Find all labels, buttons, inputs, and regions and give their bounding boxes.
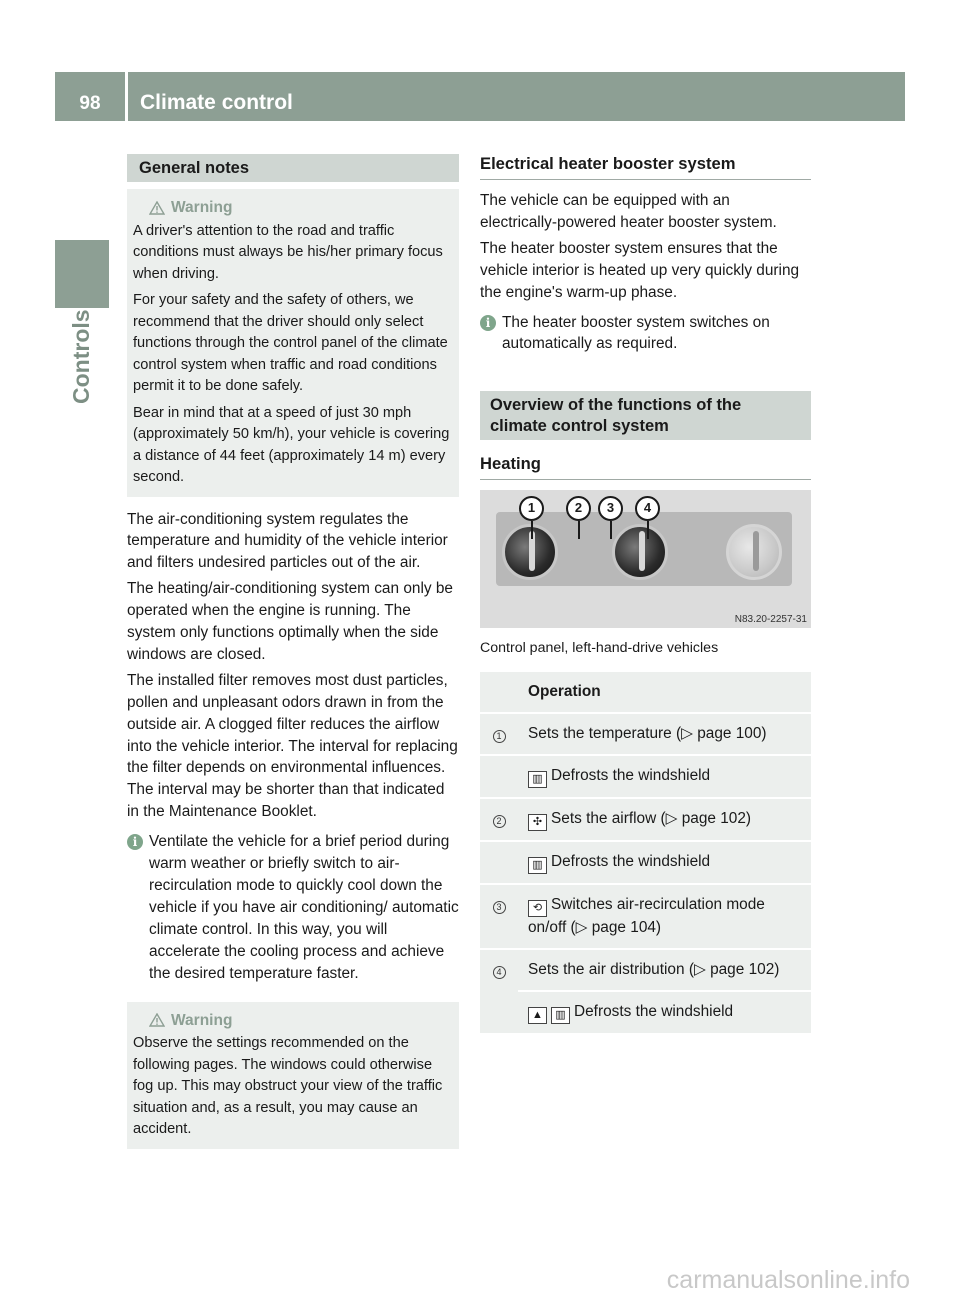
paragraph: The air-conditioning system regulates the temperature and humidity of the vehicle interior and filters undesired particles out of the air. <box>127 510 448 572</box>
callout-4: 4 <box>635 496 660 521</box>
left-column <box>127 154 459 1149</box>
info-icon: i <box>480 315 496 331</box>
defrost-icon: ▥ <box>528 771 547 788</box>
table-header-row <box>480 672 811 712</box>
row-text: Sets the temperature (▷ page 100) <box>518 714 811 754</box>
side-section-label: Controls <box>68 309 94 404</box>
row-text: Defrosts the windshield <box>551 853 711 871</box>
info-text: The heater booster system switches on automatically as required. <box>502 313 770 353</box>
row-cell <box>518 992 811 1033</box>
paragraph: The heater booster system ensures that the vehicle interior is heated up very quickly during the engine's warm-up phase. <box>480 239 800 301</box>
table-header-num <box>480 672 518 712</box>
row-number <box>480 756 518 797</box>
callout-number: 3 <box>493 901 506 914</box>
info-note <box>127 831 459 984</box>
row-cell <box>518 885 811 948</box>
table-row <box>480 885 811 948</box>
callout-1: 1 <box>519 496 544 521</box>
row-number <box>480 842 518 883</box>
warning-box-2 <box>127 1002 459 1149</box>
operation-table <box>480 670 811 1035</box>
info-note <box>480 312 811 356</box>
warning-heading <box>133 197 452 219</box>
heater-booster-body <box>480 190 811 304</box>
row-text: Defrosts the windshield <box>574 1003 734 1021</box>
table-row <box>480 714 811 754</box>
row-number <box>480 885 518 948</box>
defrost-icon: ▥ <box>528 857 547 874</box>
right-column <box>480 154 811 1035</box>
chapter-title: Climate control <box>140 91 293 114</box>
callout-2: 2 <box>566 496 591 521</box>
heating-heading: Heating <box>480 454 811 480</box>
info-text: Ventilate the vehicle for a brief period during warm weather or briefly switch to air-recirculation mode to quickly cool down the vehicle if you have air conditioning/ automatic climate control. In this way, you will accelerate the cooling process and achieve the desired temperature faster. <box>149 833 459 982</box>
chapter-header <box>128 72 905 121</box>
callout-number: 2 <box>493 815 506 828</box>
warning-text: Observe the settings recommended on the following pages. The windows could otherwise fog up. This may obstruct your view of the traffic situation and, as a result, you may cause an accident. <box>133 1035 443 1138</box>
overview-heading: Overview of the functions of the climate control system <box>480 391 811 440</box>
table-row <box>480 992 811 1033</box>
table-row <box>480 950 811 990</box>
row-text: Defrosts the windshield <box>551 767 711 785</box>
table-row <box>480 842 811 883</box>
callout-number: 4 <box>493 966 506 979</box>
info-icon: i <box>127 834 143 850</box>
warning-triangle-icon <box>149 201 165 215</box>
callout-line <box>647 521 649 539</box>
warning-heading <box>133 1010 452 1032</box>
recirculation-icon: ⟲ <box>528 900 547 917</box>
right-knob <box>726 524 782 580</box>
up-arrow-icon: ▲ <box>528 1007 547 1024</box>
warning-triangle-icon <box>149 1013 165 1027</box>
row-cell <box>518 799 811 840</box>
fan-icon: ✣ <box>528 814 547 831</box>
airflow-knob <box>612 524 668 580</box>
page-number: 98 <box>79 93 101 114</box>
control-panel-figure <box>480 490 811 628</box>
general-notes-heading: General notes <box>127 154 459 182</box>
table-row <box>480 756 811 797</box>
warning-text: For your safety and the safety of others, we recommend that the driver should only select functions through the control panel of the climate control system when traffic and road conditions permit it to be done safely. <box>133 292 448 394</box>
figure-code: N83.20-2257-31 <box>734 614 807 626</box>
row-text: Sets the airflow (▷ page 102) <box>551 810 752 828</box>
row-cell <box>518 842 811 883</box>
row-number <box>480 714 518 754</box>
row-cell <box>518 756 811 797</box>
general-notes-body <box>127 509 459 824</box>
callout-3: 3 <box>598 496 623 521</box>
warning-text: A driver's attention to the road and traffic conditions must always be his/her primary focus when driving. <box>133 222 443 282</box>
row-text: Switches air-recirculation mode on/off (▷ page 104) <box>528 896 765 937</box>
callout-line <box>610 521 612 539</box>
temperature-knob <box>502 524 558 580</box>
warning-label: Warning <box>171 1011 233 1029</box>
table-header-operation: Operation <box>518 672 811 712</box>
table-row <box>480 799 811 840</box>
callout-line <box>531 521 533 539</box>
row-text: Sets the air distribution (▷ page 102) <box>518 950 811 990</box>
paragraph: The vehicle can be equipped with an electrically-powered heater booster system. <box>480 192 777 231</box>
paragraph: The heating/air-conditioning system can only be operated when the engine is running. The system only functions optimally when the side windows are closed. <box>127 580 453 663</box>
paragraph: The installed filter removes most dust particles, pollen and unpleasant odors drawn in from the outside air. A clogged filter reduces the airflow into the vehicle interior. The interval for replacing the filter depends on environmental influences. The interval may be shorter than that indicated in the Maintenance Booklet. <box>127 671 458 821</box>
row-number <box>480 799 518 840</box>
warning-text: Bear in mind that at a speed of just 30 mph (approximately 50 km/h), your vehicle is covering a distance of 44 feet (approximately 14 m) every second. <box>133 404 450 485</box>
page-number-block <box>55 72 125 121</box>
watermark: carmanualsonline.info <box>666 1266 910 1294</box>
callout-line <box>578 521 580 539</box>
warning-box-1 <box>127 189 459 497</box>
defrost-icon: ▥ <box>551 1007 570 1024</box>
row-number <box>480 950 518 1033</box>
callout-number: 1 <box>493 730 506 743</box>
figure-caption: Control panel, left-hand-drive vehicles <box>480 640 719 657</box>
warning-label: Warning <box>171 199 233 216</box>
heater-booster-heading: Electrical heater booster system <box>480 154 811 180</box>
